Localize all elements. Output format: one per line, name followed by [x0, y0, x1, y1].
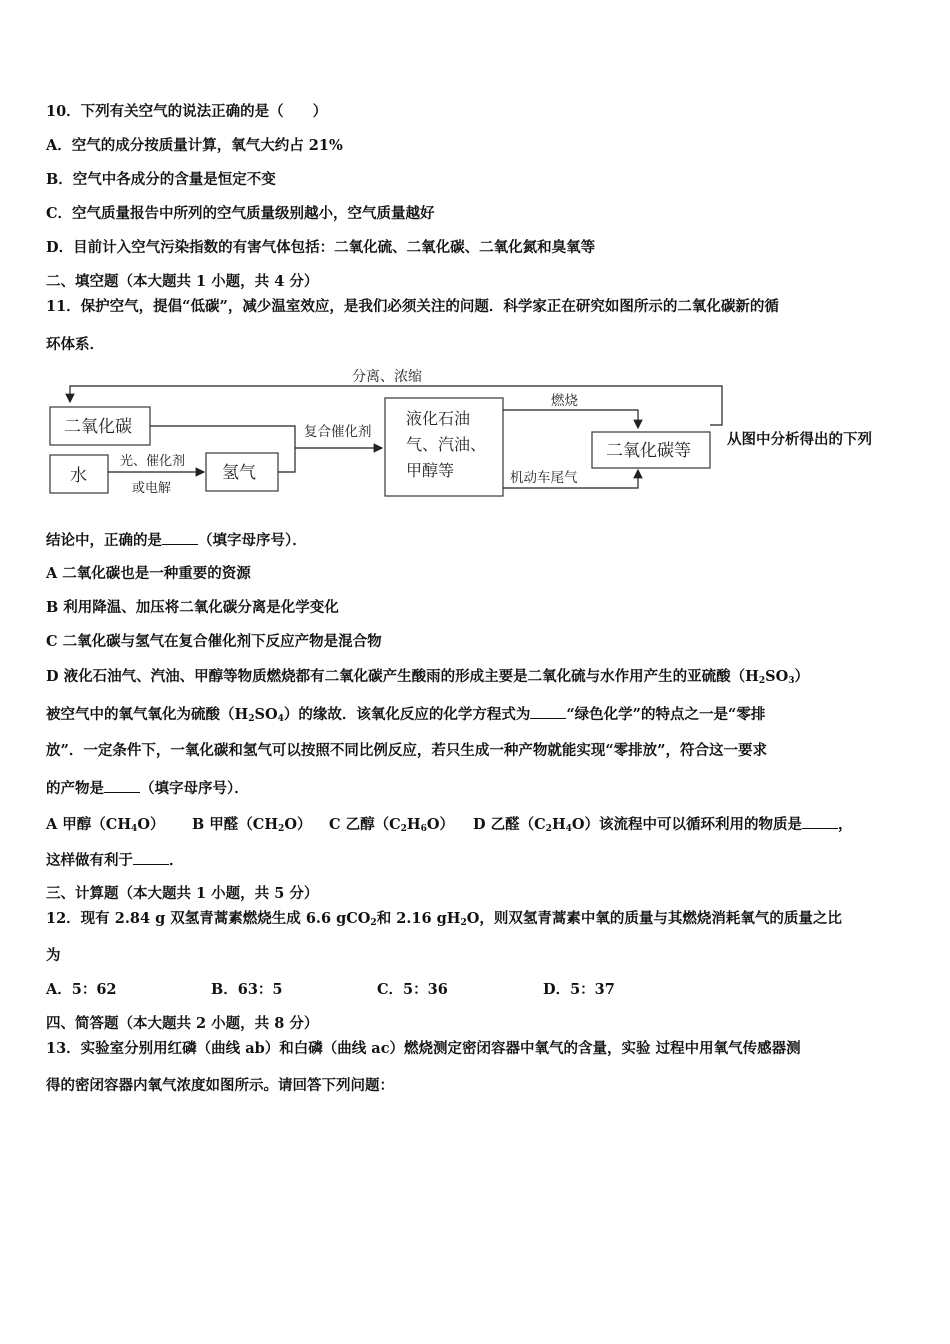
q11-option-b: B 利用降温、加压将二氧化碳分离是化学变化 — [46, 599, 339, 616]
q11-zero-emission-line: 放”．一定条件下，一氧化碳和氢气可以按照不同比例反应，若只生成一种产物就能实现“零排放”，符合这一要求 — [46, 742, 768, 759]
co2-etc-box-label: 二氧化碳等 — [606, 441, 691, 461]
separation-label: 分离、浓缩 — [352, 369, 422, 385]
answer-blank-3[interactable] — [104, 778, 140, 793]
answer-blank-5[interactable] — [133, 850, 169, 865]
q11-conclusion-text: 结论中，正确的是 — [46, 532, 162, 549]
co2-cycle-diagram — [40, 360, 730, 510]
sub: 6 — [420, 824, 427, 834]
q12-stem-line1 — [46, 909, 842, 933]
fuel-label-line2: 气、汽油、 — [406, 435, 487, 454]
burn-arrow — [503, 410, 638, 428]
h2-box-label: 氢气 — [222, 463, 256, 483]
text-part: O）该流程中可以循环利用的物质是 — [571, 816, 803, 833]
sub: 3 — [788, 676, 795, 686]
burn-label: 燃烧 — [551, 393, 578, 409]
sub: 2 — [460, 918, 467, 928]
q10-stem: 10．下列有关空气的说法正确的是（ ） — [46, 103, 328, 120]
answer-blank-4[interactable] — [802, 814, 838, 829]
fuel-label-line1: 液化石油 — [406, 409, 471, 428]
formula-part: SO — [765, 668, 789, 685]
text-part: ）的缘故．该氧化反应的化学方程式为 — [283, 706, 531, 723]
text-part: 和 2.16 gH — [376, 910, 461, 927]
q10-option-d: D．目前计入空气污染指数的有害气体包括：二氧化硫、二氧化碳、二氧化氮和臭氧等 — [46, 239, 596, 256]
text-part: D 乙醛（C — [473, 816, 546, 833]
fuel-label-line3: 甲醇等 — [406, 461, 455, 480]
q12-options — [46, 980, 615, 1000]
q11-acid-line — [46, 704, 765, 729]
section-2-heading: 二、填空题（本大题共 1 小题，共 4 分） — [46, 273, 319, 290]
sub: 2 — [370, 918, 377, 928]
q10-option-a: A．空气的成分按质量计算，氧气大约占 21% — [46, 137, 343, 154]
text-part: H — [406, 816, 421, 833]
sub: 4 — [565, 824, 572, 834]
exhaust-label: 机动车尾气 — [510, 470, 578, 486]
water-box-label: 水 — [70, 466, 87, 486]
q11-stem-line1: 11．保护空气，提倡“低碳”，减少温室效应，是我们必须关注的问题．科学家正在研究如图所示的二氧化碳新的循 — [46, 298, 779, 315]
q13-stem-line2: 得的密闭容器内氧气浓度如图所示。请回答下列问题： — [46, 1077, 394, 1094]
q11-conclusion-suffix: （填字母序号）． — [198, 532, 307, 549]
light-catalyst-label: 光、催化剂 — [120, 454, 186, 469]
choice-a — [46, 815, 192, 839]
choice-c — [329, 815, 473, 839]
text-part: B 甲醛（CH — [192, 816, 279, 833]
answer-blank-1[interactable] — [162, 530, 198, 545]
text-part: H — [551, 816, 566, 833]
q11-option-d-text: D 液化石油气、汽油、甲醇等物质燃烧都有二氧化碳产生酸雨的形成主要是二氧化硫与水作用产生的亚硫酸（H — [46, 668, 759, 685]
q11-benefit-line — [46, 850, 184, 871]
text-part: O） — [137, 816, 165, 833]
q11-product-line — [46, 778, 249, 799]
q10-option-c: C．空气质量报告中所列的空气质量级别越小，空气质量越好 — [46, 205, 435, 222]
q11-stem-line2: 环体系． — [46, 336, 104, 353]
text-part: 被空气中的氧气氧化为硫酸（H — [46, 706, 249, 723]
q12-option-d: D．5：37 — [543, 981, 615, 998]
q12-option-a: A．5：62 — [46, 981, 117, 998]
text-part: O，则双氢青蒿素中氧的质量与其燃烧消耗氧气的质量之比 — [466, 910, 842, 927]
text-part: （填字母序号）． — [140, 780, 249, 797]
section-3-heading: 三、计算题（本大题共 1 小题，共 5 分） — [46, 885, 319, 902]
sub: 2 — [248, 714, 255, 724]
q10-option-b: B．空气中各成分的含量是恒定不变 — [46, 171, 276, 188]
q11-side-text: 从图中分析得出的下列 — [727, 431, 872, 448]
sub: 2 — [400, 824, 407, 834]
q11-option-c: C 二氧化碳与氢气在复合催化剂下反应产物是混合物 — [46, 633, 382, 650]
formula-part: ） — [794, 668, 809, 685]
co2-box-label: 二氧化碳 — [64, 417, 132, 437]
choice-d — [473, 814, 853, 839]
text-part: O） — [426, 816, 455, 833]
q11-conclusion-line — [46, 530, 307, 551]
q12-option-c: C．5：36 — [377, 981, 448, 998]
q11-option-a: A 二氧化碳也是一种重要的资源 — [46, 565, 251, 582]
text-part: ， — [838, 816, 853, 833]
electrolysis-label: 或电解 — [132, 481, 172, 496]
section-4-heading: 四、简答题（本大题共 2 小题，共 8 分） — [46, 1015, 319, 1032]
q12-option-b: B．63：5 — [211, 981, 283, 998]
sub: 2 — [545, 824, 552, 834]
text-part: C 乙醇（C — [329, 816, 401, 833]
text-part: O） — [284, 816, 312, 833]
choice-b — [192, 815, 329, 839]
text-part: 这样做有利于 — [46, 852, 133, 869]
sub: 4 — [131, 824, 138, 834]
text-part: ． — [169, 852, 184, 869]
sub: 2 — [278, 824, 285, 834]
text-part: A 甲醇（CH — [46, 816, 132, 833]
catalyst-label: 复合催化剂 — [304, 424, 372, 440]
sub: 4 — [277, 714, 284, 724]
sub: 2 — [758, 676, 766, 686]
q11-option-d — [46, 667, 809, 691]
formula-part: SO — [254, 706, 278, 723]
text-part: 12．现有 2.84 g 双氢青蒿素燃烧生成 6.6 gCO — [46, 910, 371, 927]
q13-stem-line1: 13．实验室分别用红磷（曲线 ab）和白磷（曲线 ac）燃烧测定密闭容器中氧气的含量，实验 过程中用氧气传感器测 — [46, 1040, 801, 1057]
q11-choices-line — [46, 814, 853, 839]
q12-stem-line2: 为 — [46, 947, 61, 964]
text-part: “绿色化学”的特点之一是“零排 — [566, 706, 766, 723]
answer-blank-2[interactable] — [530, 704, 566, 719]
text-part: 的产物是 — [46, 780, 104, 797]
